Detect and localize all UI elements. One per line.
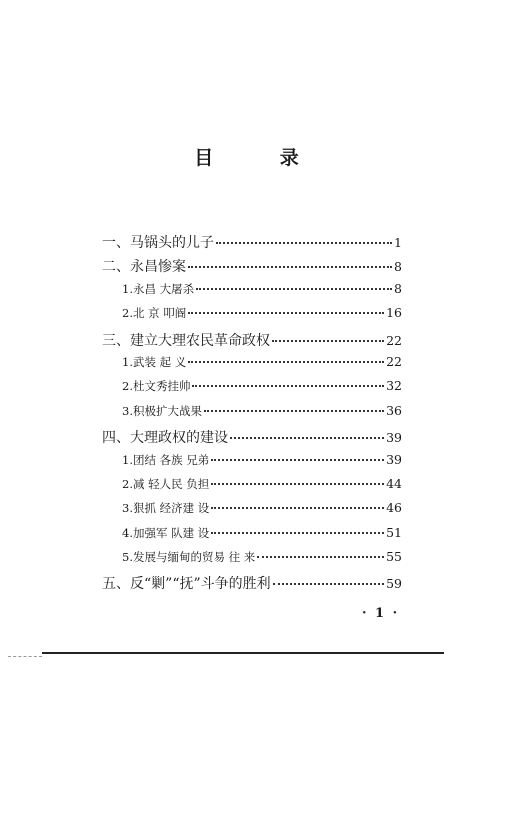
toc-entry-page: 39 <box>386 451 402 467</box>
toc-entry-page: 22 <box>386 332 402 348</box>
toc-subentry <box>102 500 402 524</box>
toc-entry-page: 51 <box>386 524 402 540</box>
toc-subentry <box>102 549 402 573</box>
toc-entry-label: 1.团结 各族 兄弟 <box>122 452 210 467</box>
toc-entry-page: 59 <box>386 576 402 592</box>
toc-subentry <box>102 281 402 305</box>
toc-entry-label: 四、大理政权的建设 <box>102 430 228 447</box>
toc-subentry <box>102 525 402 549</box>
toc-entry <box>102 330 402 354</box>
bottom-rule <box>42 652 444 654</box>
toc-entry-label: 一、马锅头的儿子 <box>102 235 214 251</box>
toc-entry <box>102 573 402 597</box>
toc-entry-page: 46 <box>386 500 402 516</box>
toc-entry-label: 5.发展与缅甸的贸易 往 来 <box>122 550 256 565</box>
leader-dots <box>211 459 384 461</box>
page-title: 目 录 <box>194 147 329 169</box>
leader-dots <box>273 583 384 585</box>
toc-entry-label: 2.杜文秀挂帅 <box>122 379 191 394</box>
toc-subentry <box>102 378 402 402</box>
toc-entry-label: 1.永昌 大屠杀 <box>122 281 195 296</box>
leader-dots <box>272 340 384 342</box>
toc-entry-page: 8 <box>394 259 402 275</box>
toc-entry-page: 44 <box>386 475 402 491</box>
toc-subentry <box>102 476 402 500</box>
toc-entry <box>102 427 402 451</box>
toc-entry-page: 22 <box>386 353 402 369</box>
leader-dots <box>204 410 384 412</box>
toc-entry-label: 五、反“剿”“抚”斗争的胜利 <box>102 576 271 593</box>
toc-entry-page: 39 <box>386 430 402 446</box>
leader-dots <box>196 288 392 290</box>
toc-entry-page: 32 <box>386 378 402 394</box>
leader-dots <box>211 532 384 534</box>
leader-dots <box>230 437 384 439</box>
leader-dots <box>188 266 392 268</box>
toc-entry-page: 55 <box>386 549 402 565</box>
toc-entry-label: 1.武装 起 义 <box>122 354 187 369</box>
table-of-contents <box>102 232 402 598</box>
leader-dots <box>211 507 384 509</box>
leader-dots <box>211 483 384 485</box>
leader-dots <box>257 556 384 558</box>
toc-entry-label: 三、建立大理农民革命政权 <box>102 332 270 349</box>
toc-entry <box>102 256 402 280</box>
toc-entry-label: 3.狠抓 经济建 设 <box>122 501 210 516</box>
leader-dots <box>216 242 392 244</box>
leader-dots <box>192 385 384 387</box>
toc-entry-label: 4.加强军 队建 设 <box>122 525 210 540</box>
toc-entry-page: 8 <box>394 280 402 296</box>
toc-entry-page: 1 <box>394 235 402 250</box>
toc-entry-label: 2.减 轻人民 负担 <box>122 476 210 491</box>
page-number: · 1 · <box>362 606 400 621</box>
leader-dots <box>188 361 384 363</box>
toc-subentry <box>102 403 402 427</box>
toc-entry-label: 2.北 京 叩阍 <box>122 306 187 321</box>
toc-entry <box>102 232 402 256</box>
toc-subentry <box>102 305 402 329</box>
toc-subentry <box>102 452 402 476</box>
bottom-rule-fragment <box>8 656 42 657</box>
toc-entry-label: 3.积极扩大战果 <box>122 403 202 418</box>
toc-entry-page: 16 <box>386 305 402 321</box>
toc-entry-label: 二、永昌惨案 <box>102 259 186 276</box>
leader-dots <box>188 312 384 314</box>
toc-subentry <box>102 354 402 378</box>
toc-entry-page: 36 <box>386 402 402 418</box>
